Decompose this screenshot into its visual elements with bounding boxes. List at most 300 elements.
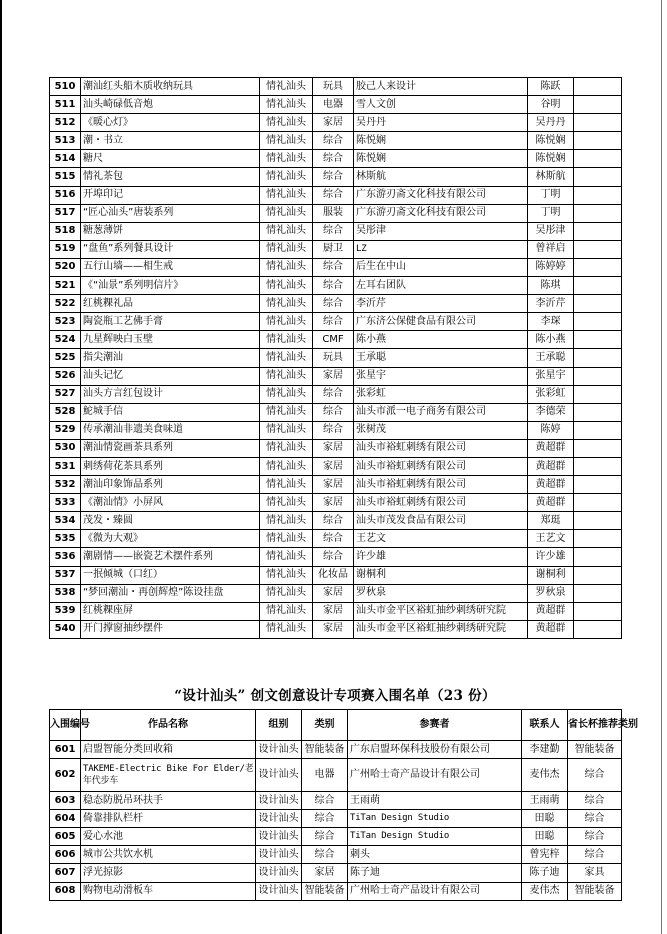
entry-contact: 丁明: [528, 204, 574, 222]
entry-blank-cell: [574, 168, 622, 186]
entry-entrant: 吴丹丹: [354, 114, 528, 132]
entries-table-body: [50, 78, 622, 639]
entry-blank-cell: [574, 186, 622, 204]
entry-entrant: 王艺文: [354, 530, 528, 548]
entry-recommend: 综合: [568, 759, 622, 792]
entry-category: 玩具: [313, 349, 354, 367]
entry-group: 情礼汕头: [260, 78, 313, 96]
entry-number: 526: [50, 367, 81, 385]
entry-name: 汕头方言红包设计: [81, 385, 260, 403]
entry-contact: 黄超群: [528, 620, 574, 638]
entry-blank-cell: [574, 258, 622, 276]
entry-number: 602: [50, 759, 81, 792]
entry-contact: 陈小燕: [528, 331, 574, 349]
entry-group: 情礼汕头: [260, 512, 313, 530]
entry-contact: 陈子迪: [522, 864, 568, 882]
entry-blank-cell: [574, 96, 622, 114]
entry-number: 540: [50, 620, 81, 638]
entry-group: 情礼汕头: [260, 566, 313, 584]
entry-entrant: 汕头市裕虹刺绣有限公司: [354, 457, 528, 475]
table-row: [50, 258, 622, 276]
entry-category: 家居: [313, 367, 354, 385]
design-shantou-table-body: [50, 741, 622, 901]
entry-name: 鮀城手信: [81, 403, 260, 421]
entry-number: 517: [50, 204, 81, 222]
entry-entrant: 汕头市裕虹刺绣有限公司: [354, 476, 528, 494]
entry-blank-cell: [574, 494, 622, 512]
entry-name: 刺绣荷花茶具系列: [81, 457, 260, 475]
entry-entrant: 刺头: [348, 846, 522, 864]
entry-number: 513: [50, 132, 81, 150]
entry-blank-cell: [574, 620, 622, 638]
entry-entrant: 广东游刃斋文化科技有限公司: [354, 186, 528, 204]
entry-entrant: 陈子迪: [348, 864, 522, 882]
table-row: [50, 349, 622, 367]
entry-blank-cell: [574, 548, 622, 566]
entry-category: 综合: [313, 421, 354, 439]
entry-entrant: 广东济公保健食品有限公司: [354, 313, 528, 331]
entry-name: 五行山墙——相生戒: [81, 258, 260, 276]
entry-group: 情礼汕头: [260, 457, 313, 475]
entry-group: 情礼汕头: [260, 96, 313, 114]
entry-blank-cell: [574, 331, 622, 349]
entry-group: 情礼汕头: [260, 584, 313, 602]
table-row: [50, 846, 622, 864]
entry-entrant: TiTan Design Studio: [348, 828, 522, 846]
table-row: [50, 548, 622, 566]
table-row: [50, 385, 622, 403]
entry-name: 城市公共饮水机: [81, 846, 256, 864]
entry-name: 潮汕红头船木质收纳玩具: [81, 78, 260, 96]
entry-contact: 曾宪梓: [522, 846, 568, 864]
entry-contact: 谷明: [528, 96, 574, 114]
entry-name: 糖尺: [81, 150, 260, 168]
entry-blank-cell: [574, 530, 622, 548]
entry-group: 情礼汕头: [260, 349, 313, 367]
entry-group: 情礼汕头: [260, 150, 313, 168]
entry-blank-cell: [574, 566, 622, 584]
entry-name: 情礼茶包: [81, 168, 260, 186]
entry-number: 537: [50, 566, 81, 584]
entry-number: 529: [50, 421, 81, 439]
design-shantou-table: [49, 709, 638, 901]
entry-group: 情礼汕头: [260, 602, 313, 620]
entry-name: 倚靠排队栏杆: [81, 810, 256, 828]
table-row: [50, 150, 622, 168]
header-name: 作品名称: [81, 710, 256, 741]
entry-entrant: 王承聪: [354, 349, 528, 367]
entry-number: 511: [50, 96, 81, 114]
entry-blank-cell: [574, 132, 622, 150]
entry-blank-cell: [574, 222, 622, 240]
entry-category: 家居: [313, 602, 354, 620]
entry-number: 607: [50, 864, 81, 882]
table-row: [50, 439, 622, 457]
entry-entrant: 胶己人来设计: [354, 78, 528, 96]
entry-category: 综合: [302, 810, 348, 828]
table-row: [50, 277, 622, 295]
entry-contact: 陈婷婷: [528, 258, 574, 276]
entry-name: 传承潮汕非遗美食味道: [81, 421, 260, 439]
table-row: [50, 114, 622, 132]
table-row: [50, 96, 622, 114]
entry-group: 情礼汕头: [260, 421, 313, 439]
entry-contact: 吴丹丹: [528, 114, 574, 132]
entry-blank-cell: [574, 349, 622, 367]
entry-number: 527: [50, 385, 81, 403]
entry-number: 530: [50, 439, 81, 457]
entry-entrant: LZ: [354, 240, 528, 258]
entry-number: 514: [50, 150, 81, 168]
entry-number: 534: [50, 512, 81, 530]
table-row: [50, 584, 622, 602]
table-row: [50, 403, 622, 421]
entry-entrant: 张星宇: [354, 367, 528, 385]
entry-contact: 田聪: [522, 828, 568, 846]
table-row: [50, 421, 622, 439]
entry-name: 《微为大观》: [81, 530, 260, 548]
entry-category: 综合: [313, 222, 354, 240]
table-row: [50, 792, 622, 810]
entry-blank-cell: [574, 602, 622, 620]
entry-contact: 陈悦娴: [528, 132, 574, 150]
entry-group: 情礼汕头: [260, 439, 313, 457]
entry-contact: 黄超群: [528, 476, 574, 494]
entry-group: 情礼汕头: [260, 548, 313, 566]
table-row: [50, 222, 622, 240]
entry-group: 情礼汕头: [260, 620, 313, 638]
table-row: [50, 741, 622, 759]
entry-category: 家居: [313, 457, 354, 475]
entry-group: 情礼汕头: [260, 331, 313, 349]
entry-entrant: 广东启盟环保科技股份有限公司: [348, 741, 522, 759]
table-row: [50, 204, 622, 222]
entry-name: “匠心汕头”唐装系列: [81, 204, 260, 222]
table-row: [50, 367, 622, 385]
entries-table-510-540: [49, 77, 622, 639]
entry-contact: 陈跃: [528, 78, 574, 96]
entry-number: 528: [50, 403, 81, 421]
table-row: [50, 132, 622, 150]
entry-recommend: 综合: [568, 810, 622, 828]
table-row: [50, 882, 622, 900]
entry-name: 开埠印记: [81, 186, 260, 204]
entry-category: 电器: [302, 759, 348, 792]
table-row: [50, 476, 622, 494]
entry-contact: 张星宇: [528, 367, 574, 385]
entry-contact: 麦伟杰: [522, 882, 568, 900]
entry-entrant: 汕头市裕虹刺绣有限公司: [354, 494, 528, 512]
entry-name: 陶瓷瓶工艺佛手膏: [81, 313, 260, 331]
table-row: [50, 457, 622, 475]
entry-entrant: 张彩虹: [354, 385, 528, 403]
entry-category: 化妆品: [313, 566, 354, 584]
entry-contact: 陈悦娴: [528, 150, 574, 168]
entry-category: 家居: [313, 494, 354, 512]
entry-category: 家居: [313, 620, 354, 638]
entry-contact: 谢桐利: [528, 566, 574, 584]
entry-name: 潮剧情——嵌瓷艺术摆件系列: [81, 548, 260, 566]
entry-blank-cell: [574, 240, 622, 258]
entry-category: 综合: [313, 403, 354, 421]
entry-number: 521: [50, 277, 81, 295]
entry-name: 红桃粿座屏: [81, 602, 260, 620]
entry-blank-cell: [574, 584, 622, 602]
entry-contact: 郑珽: [528, 512, 574, 530]
entry-entrant: 王雨萌: [348, 792, 522, 810]
entry-number: 518: [50, 222, 81, 240]
entry-group: 情礼汕头: [260, 258, 313, 276]
entry-number: 532: [50, 476, 81, 494]
entry-recommend: 智能装备: [568, 882, 622, 900]
entry-entrant: 陈悦娴: [354, 132, 528, 150]
entry-category: 综合: [313, 530, 354, 548]
table-row: [50, 512, 622, 530]
entry-contact: 王雨萌: [522, 792, 568, 810]
entry-contact: 黄超群: [528, 439, 574, 457]
entry-contact: 李德荣: [528, 403, 574, 421]
header-category: 类别: [302, 710, 348, 741]
entry-group: 设计汕头: [256, 810, 302, 828]
entry-contact: 陈琪: [528, 277, 574, 295]
entry-contact: 许少雄: [528, 548, 574, 566]
entry-number: 510: [50, 78, 81, 96]
entry-name: 糖葱薄饼: [81, 222, 260, 240]
entry-contact: 罗秋泉: [528, 584, 574, 602]
entry-category: 综合: [302, 828, 348, 846]
entry-blank-cell: [574, 204, 622, 222]
entry-name: 潮・书立: [81, 132, 260, 150]
table-row: [50, 186, 622, 204]
entry-category: 综合: [313, 168, 354, 186]
entry-number: 604: [50, 810, 81, 828]
entry-group: 情礼汕头: [260, 277, 313, 295]
entry-group: 设计汕头: [256, 882, 302, 900]
entry-entrant: 广州哈士奇产品设计有限公司: [348, 759, 522, 792]
entry-blank-cell: [574, 385, 622, 403]
page-right-border: [661, 0, 662, 934]
entry-blank-cell: [574, 512, 622, 530]
section-title: “设计汕头” 创文创意设计专项赛入围名单（23 份）: [174, 688, 496, 704]
entry-number: 512: [50, 114, 81, 132]
entry-blank-cell: [574, 150, 622, 168]
entry-number: 522: [50, 295, 81, 313]
entry-contact: 张彩虹: [528, 385, 574, 403]
entry-number: 535: [50, 530, 81, 548]
entry-category: 家居: [313, 476, 354, 494]
entry-number: 531: [50, 457, 81, 475]
entry-category: 综合: [302, 846, 348, 864]
entry-category: 综合: [313, 313, 354, 331]
entry-entrant: 林斯航: [354, 168, 528, 186]
entry-blank-cell: [574, 439, 622, 457]
entry-name: 爱心水池: [81, 828, 256, 846]
entry-group: 设计汕头: [256, 846, 302, 864]
entry-contact: 黄超群: [528, 457, 574, 475]
entry-category: 家居: [313, 584, 354, 602]
entry-number: 524: [50, 331, 81, 349]
entry-category: 综合: [313, 277, 354, 295]
entry-number: 519: [50, 240, 81, 258]
table-row: [50, 313, 622, 331]
entry-name: 潮汕情瓷画茶具系列: [81, 439, 260, 457]
entry-group: 情礼汕头: [260, 295, 313, 313]
entry-entrant: 汕头市茂发食品有限公司: [354, 512, 528, 530]
entry-name: 《暖心灯》: [81, 114, 260, 132]
table-row: [50, 864, 622, 882]
table-row: [50, 530, 622, 548]
entry-contact: 吴彤津: [528, 222, 574, 240]
entry-entrant: 广州哈士奇产品设计有限公司: [348, 882, 522, 900]
entry-blank-cell: [574, 421, 622, 439]
entry-category: 综合: [313, 385, 354, 403]
entry-category: 家居: [313, 439, 354, 457]
entry-group: 设计汕头: [256, 828, 302, 846]
entry-blank-cell: [574, 78, 622, 96]
entry-group: 情礼汕头: [260, 114, 313, 132]
entry-entrant: 罗秋泉: [354, 584, 528, 602]
entry-contact: 林斯航: [528, 168, 574, 186]
entry-category: 电器: [313, 96, 354, 114]
entry-number: 539: [50, 602, 81, 620]
entry-group: 情礼汕头: [260, 132, 313, 150]
entry-group: 情礼汕头: [260, 313, 313, 331]
entry-blank-cell: [574, 367, 622, 385]
entry-entrant: TiTan Design Studio: [348, 810, 522, 828]
entry-contact: 李沂芹: [528, 295, 574, 313]
entry-name: TAKEME-Electric Bike For Elder/老年代步车: [81, 759, 256, 792]
entry-group: 设计汕头: [256, 741, 302, 759]
entry-name: 茂发・臻圆: [81, 512, 260, 530]
entry-entrant: 雪人文创: [354, 96, 528, 114]
entry-entrant: 汕头市金平区裕虹抽纱刺绣研究院: [354, 602, 528, 620]
entry-group: 设计汕头: [256, 864, 302, 882]
entry-blank-cell: [574, 403, 622, 421]
entry-category: 家居: [313, 114, 354, 132]
entry-number: 538: [50, 584, 81, 602]
table-row: [50, 295, 622, 313]
header-entrant: 参赛者: [348, 710, 522, 741]
entry-name: 启盟智能分类回收箱: [81, 741, 256, 759]
entry-entrant: 李沂芹: [354, 295, 528, 313]
entry-group: 情礼汕头: [260, 204, 313, 222]
entry-name: 汕头崎碌低音炮: [81, 96, 260, 114]
entry-category: 家居: [302, 864, 348, 882]
table-row: [50, 494, 622, 512]
entry-group: 情礼汕头: [260, 240, 313, 258]
entry-name: 《潮汕情》小屏风: [81, 494, 260, 512]
entry-group: 情礼汕头: [260, 168, 313, 186]
table-row: [50, 810, 622, 828]
entry-blank-cell: [574, 457, 622, 475]
entry-blank-cell: [574, 295, 622, 313]
entry-category: 综合: [302, 792, 348, 810]
entry-group: 情礼汕头: [260, 476, 313, 494]
entry-category: 综合: [313, 132, 354, 150]
entry-recommend: 综合: [568, 846, 622, 864]
table-row: [50, 240, 622, 258]
entry-number: 523: [50, 313, 81, 331]
table-row: [50, 620, 622, 638]
entry-name: 汕头记忆: [81, 367, 260, 385]
entry-number: 520: [50, 258, 81, 276]
table-row: [50, 78, 622, 96]
table-header-row: [50, 710, 622, 741]
entry-contact: 李建勤: [522, 741, 568, 759]
entry-entrant: 陈悦娴: [354, 150, 528, 168]
entry-category: CMF: [313, 331, 354, 349]
entry-category: 综合: [313, 512, 354, 530]
entry-category: 综合: [313, 150, 354, 168]
entry-contact: 陈婷: [528, 421, 574, 439]
entry-blank-cell: [574, 476, 622, 494]
entry-entrant: 汕头市裕虹刺绣有限公司: [354, 439, 528, 457]
entry-category: 智能装备: [302, 882, 348, 900]
entry-group: 情礼汕头: [260, 403, 313, 421]
page-left-border: [0, 0, 2, 934]
entry-recommend: 智能装备: [568, 741, 622, 759]
entry-number: 515: [50, 168, 81, 186]
entry-group: 情礼汕头: [260, 494, 313, 512]
entry-number: 606: [50, 846, 81, 864]
entry-name: “盘鱼”系列餐具设计: [81, 240, 260, 258]
entry-name: 《“汕景”系列明信片》: [81, 277, 260, 295]
entry-group: 情礼汕头: [260, 530, 313, 548]
table-row: [50, 759, 622, 792]
entry-recommend: 综合: [568, 792, 622, 810]
entry-number: 601: [50, 741, 81, 759]
entry-number: 533: [50, 494, 81, 512]
entry-category: 智能装备: [302, 741, 348, 759]
entry-category: 综合: [313, 548, 354, 566]
entry-contact: 麦伟杰: [522, 759, 568, 792]
entry-entrant: 汕头市派一电子商务有限公司: [354, 403, 528, 421]
entry-entrant: 陈小燕: [354, 331, 528, 349]
entry-recommend: 家具: [568, 864, 622, 882]
entry-name: 浮光掠影: [81, 864, 256, 882]
header-group: 组别: [256, 710, 302, 741]
entry-category: 综合: [313, 186, 354, 204]
entry-entrant: 左耳右团队: [354, 277, 528, 295]
table-row: [50, 566, 622, 584]
entry-category: 综合: [313, 258, 354, 276]
entry-recommend: 综合: [568, 828, 622, 846]
entry-contact: 曾祥启: [528, 240, 574, 258]
entry-number: 608: [50, 882, 81, 900]
entry-name: “梦回潮汕・再创辉煌”陈设挂盘: [81, 584, 260, 602]
entry-contact: 田聪: [522, 810, 568, 828]
entry-number: 525: [50, 349, 81, 367]
entry-name: 一抿倾城（口红）: [81, 566, 260, 584]
entry-entrant: 汕头市金平区裕虹抽纱刺绣研究院: [354, 620, 528, 638]
entry-group: 设计汕头: [256, 792, 302, 810]
header-contact: 联系人: [522, 710, 568, 741]
table-row: [50, 828, 622, 846]
entry-name: 九星辉映白玉壁: [81, 331, 260, 349]
entry-contact: 李琛: [528, 313, 574, 331]
entry-category: 服装: [313, 204, 354, 222]
entry-number: 516: [50, 186, 81, 204]
table-row: [50, 331, 622, 349]
header-no: 入围编号: [50, 710, 81, 741]
entry-group: 设计汕头: [256, 759, 302, 792]
entry-contact: 王承聪: [528, 349, 574, 367]
entry-contact: 黄超群: [528, 494, 574, 512]
entry-contact: 丁明: [528, 186, 574, 204]
entry-category: 综合: [313, 295, 354, 313]
entry-number: 603: [50, 792, 81, 810]
table-row: [50, 168, 622, 186]
